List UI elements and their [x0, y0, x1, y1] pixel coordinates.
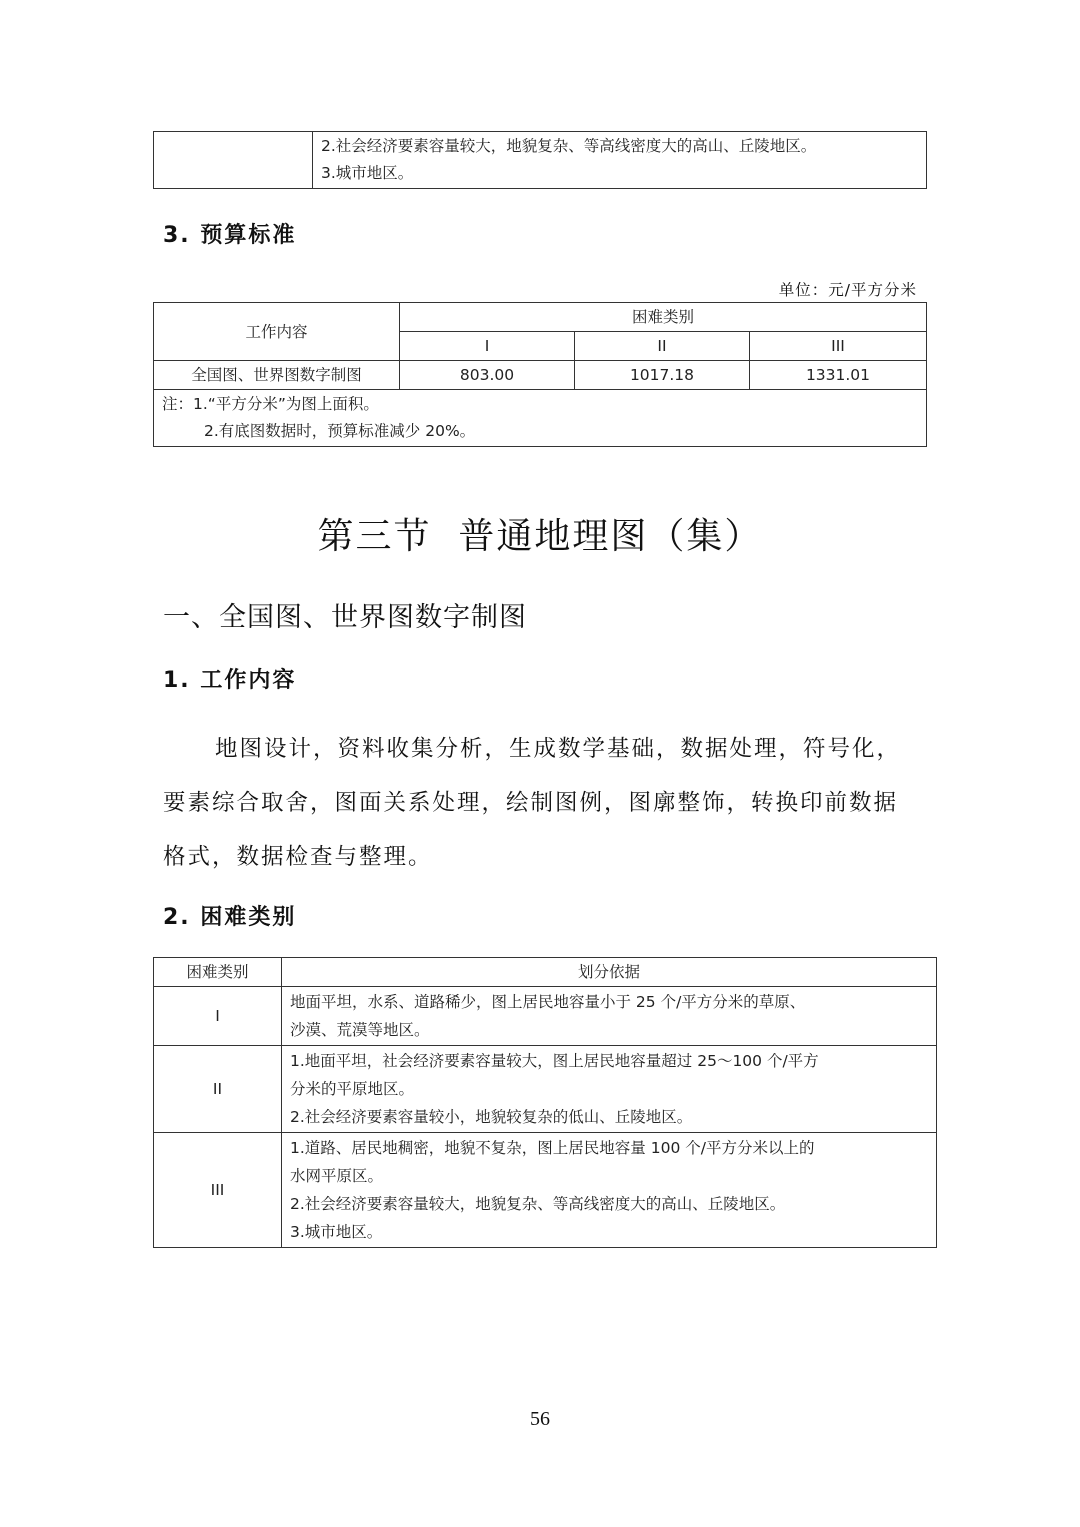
budget-note-line: 2.有底图数据时，预算标准减少 20%。 — [204, 422, 476, 440]
budget-row-label: 全国图、世界图数字制图 — [154, 361, 400, 390]
budget-note-line: 注：1.“平方分米”为图上面积。 — [162, 395, 379, 413]
difficulty-table — [153, 957, 937, 1248]
budget-value-2: 1017.18 — [575, 361, 750, 390]
continuation-basis-cell — [313, 132, 927, 189]
budget-header-difficulty: 困难类别 — [400, 303, 927, 332]
difficulty-class-1: I — [154, 987, 282, 1046]
paragraph-line: 地图设计，资料收集分析，生成数学基础，数据处理，符号化， — [215, 736, 902, 762]
basis-line: 2.社会经济要素容量较小，地貌较复杂的低山、丘陵地区。 — [290, 1108, 693, 1126]
difficulty-col-class: 困难类别 — [154, 958, 282, 987]
continuation-line: 3.城市地区。 — [321, 164, 414, 182]
difficulty-col-basis: 划分依据 — [282, 958, 937, 987]
basis-line: 分米的平原地区。 — [290, 1080, 415, 1098]
budget-class-2: II — [575, 332, 750, 361]
budget-value-1: 803.00 — [400, 361, 575, 390]
difficulty-basis-3 — [282, 1133, 937, 1248]
budget-value-3: 1331.01 — [750, 361, 927, 390]
work-paragraph — [163, 722, 943, 884]
subsection-title: 一、全国图、世界图数字制图 — [163, 602, 527, 633]
difficulty-heading: 2. 困难类别 — [163, 905, 297, 930]
work-heading: 1. 工作内容 — [163, 668, 297, 693]
basis-line: 水网平原区。 — [290, 1167, 384, 1185]
basis-line: 3.城市地区。 — [290, 1223, 383, 1241]
paragraph-line: 格式，数据检查与整理。 — [163, 844, 433, 870]
basis-line: 1.地面平坦，社会经济要素容量较大，图上居民地容量超过 25～100 个/平方 — [290, 1052, 819, 1070]
basis-line: 沙漠、荒漠等地区。 — [290, 1021, 430, 1039]
difficulty-class-3: III — [154, 1133, 282, 1248]
budget-heading: 3. 预算标准 — [163, 223, 297, 248]
budget-class-1: I — [400, 332, 575, 361]
paragraph-line: 要素综合取舍，图面关系处理，绘制图例，图廓整饰，转换印前数据 — [163, 790, 899, 816]
difficulty-class-2: II — [154, 1046, 282, 1133]
basis-line: 1.道路、居民地稠密，地貌不复杂，图上居民地容量 100 个/平方分米以上的 — [290, 1139, 815, 1157]
budget-header-work: 工作内容 — [154, 303, 400, 361]
continuation-line: 2.社会经济要素容量较大，地貌复杂、等高线密度大的高山、丘陵地区。 — [321, 137, 817, 155]
budget-table — [153, 302, 927, 447]
basis-line: 地面平坦，水系、道路稀少，图上居民地容量小于 25 个/平方分米的草原、 — [290, 993, 806, 1011]
continuation-empty-cell — [154, 132, 313, 189]
difficulty-basis-2 — [282, 1046, 937, 1133]
continuation-table — [153, 131, 927, 189]
page-number: 56 — [530, 1408, 550, 1430]
budget-class-3: III — [750, 332, 927, 361]
section-title: 第三节 普通地理图（集） — [317, 516, 763, 557]
budget-unit: 单位：元/平方分米 — [778, 281, 917, 299]
budget-note-cell — [154, 390, 927, 447]
basis-line: 2.社会经济要素容量较大，地貌复杂、等高线密度大的高山、丘陵地区。 — [290, 1195, 786, 1213]
difficulty-basis-1 — [282, 987, 937, 1046]
